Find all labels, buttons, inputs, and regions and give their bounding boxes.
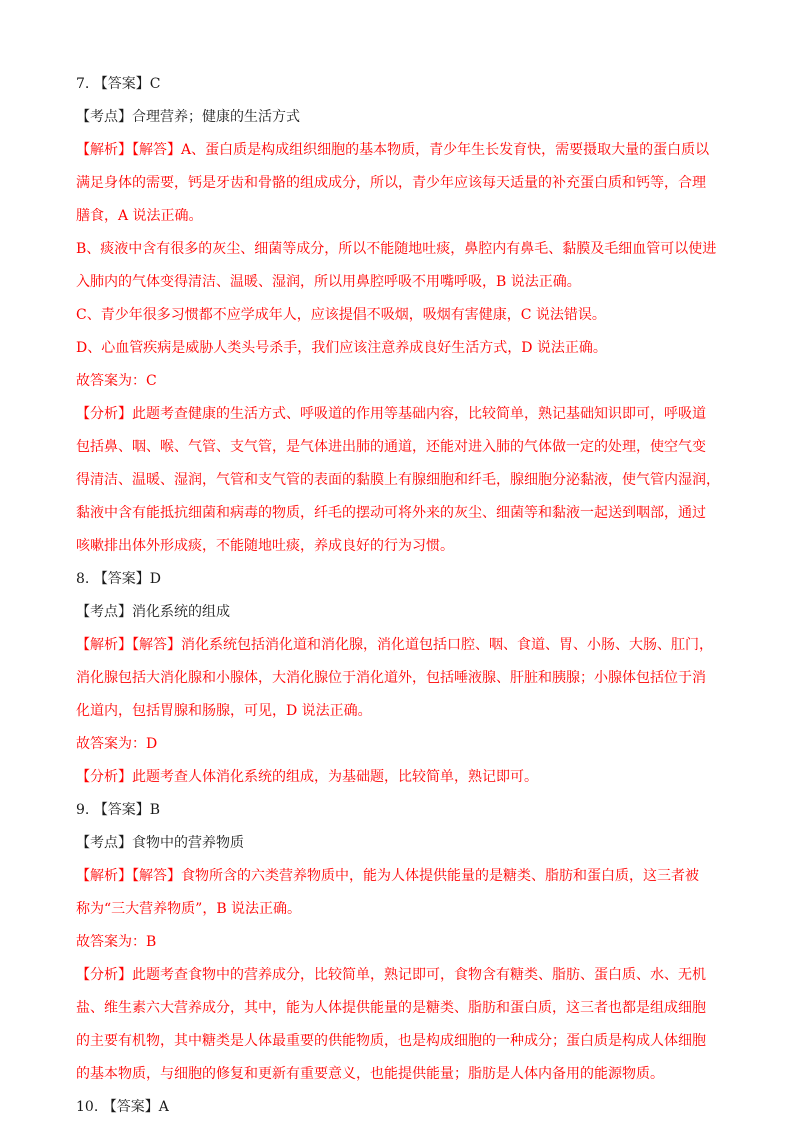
answer-line: 8. 【答案】D <box>76 571 162 587</box>
explanation-line: D、心血管疾病是威胁人类头号杀手，我们应该注意养成良好生活方式，D 说法正确。 <box>76 340 607 356</box>
explanation-line: 称为“三大营养物质”，B 说法正确。 <box>76 901 302 917</box>
explanation-line: 【解析】【解答】食物所含的六类营养物质中，能为人体提供能量的是糖类、脂肪和蛋白质，这三者被 <box>76 868 699 884</box>
explanation-line: C、青少年很多习惯都不应学成年人，应该提倡不吸烟，吸烟有害健康，C 说法错误。 <box>76 307 606 323</box>
topic-line: 【考点】合理营养；健康的生活方式 <box>76 109 300 125</box>
analysis-line: 【分析】此题考查人体消化系统的组成，为基础题，比较简单，熟记即可。 <box>76 769 538 785</box>
analysis-line: 咳嗽排出体外形成痰，不能随地吐痰，养成良好的行为习惯。 <box>76 538 454 554</box>
explanation-line: 【解析】【解答】消化系统包括消化道和消化腺，消化道包括口腔、咽、食道、胃、小肠、大肠、肛门， <box>76 637 713 653</box>
final-answer-line: 故答案为：D <box>76 736 158 752</box>
answer-content <box>76 74 724 1130</box>
analysis-line: 【分析】此题考查健康的生活方式、呼吸道的作用等基础内容，比较简单，熟记基础知识即可，呼吸道 <box>76 406 706 422</box>
analysis-line: 的基本物质，与细胞的修复和更新有重要意义，也能提供能量；脂肪是人体内备用的能源物质。 <box>76 1066 664 1082</box>
topic-line: 【考点】食物中的营养物质 <box>76 835 244 851</box>
answer-line: 7. 【答案】C <box>76 76 161 92</box>
answer-line: 10. 【答案】A <box>76 1099 169 1115</box>
final-answer-line: 故答案为：B <box>76 934 157 950</box>
explanation-line: 膳食，A 说法正确。 <box>76 208 203 224</box>
answer-line: 9. 【答案】B <box>76 802 161 818</box>
analysis-line: 黏液中含有能抵抗细菌和病毒的物质，纤毛的摆动可将外来的灰尘、细菌等和黏液一起送到咽部，通过 <box>76 505 706 521</box>
analysis-line: 【分析】此题考查食物中的营养成分，比较简单，熟记即可，食物含有糖类、脂肪、蛋白质、水、无机 <box>76 967 706 983</box>
explanation-line: 【解析】【解答】A、蛋白质是构成组织细胞的基本物质，青少年生长发育快，需要摄取大量的蛋白质以 <box>76 142 710 158</box>
analysis-line: 盐、维生素六大营养成分，其中，能为人体提供能量的是糖类、脂肪和蛋白质，这三者也都是组成细胞 <box>76 1000 706 1016</box>
final-answer-line: 故答案为：C <box>76 373 157 389</box>
explanation-line: B、痰液中含有很多的灰尘、细菌等成分，所以不能随地吐痰，鼻腔内有鼻毛、黏膜及毛细血管可以使进 <box>76 241 717 257</box>
explanation-line: 化道内，包括胃腺和肠腺，可见，D 说法正确。 <box>76 703 372 719</box>
explanation-line: 消化腺包括大消化腺和小腺体，大消化腺位于消化道外，包括唾液腺、肝脏和胰腺；小腺体包括位于消 <box>76 670 706 686</box>
explanation-line: 入肺内的气体变得清洁、温暖、湿润，所以用鼻腔呼吸不用嘴呼吸，B 说法正确。 <box>76 274 581 290</box>
explanation-line: 满足身体的需要，钙是牙齿和骨骼的组成成分，所以，青少年应该每天适量的补充蛋白质和钙等，合理 <box>76 175 706 191</box>
analysis-line: 的主要有机物，其中糖类是人体最重要的供能物质，也是构成细胞的一种成分；蛋白质是构成人体细胞 <box>76 1033 706 1049</box>
topic-line: 【考点】消化系统的组成 <box>76 604 230 620</box>
analysis-line: 包括鼻、咽、喉、气管、支气管，是气体进出肺的通道，还能对进入肺的气体做一定的处理，使空气变 <box>76 439 706 455</box>
analysis-line: 得清洁、温暖、湿润，气管和支气管的表面的黏膜上有腺细胞和纤毛，腺细胞分泌黏液，使气管内湿润， <box>76 472 720 488</box>
